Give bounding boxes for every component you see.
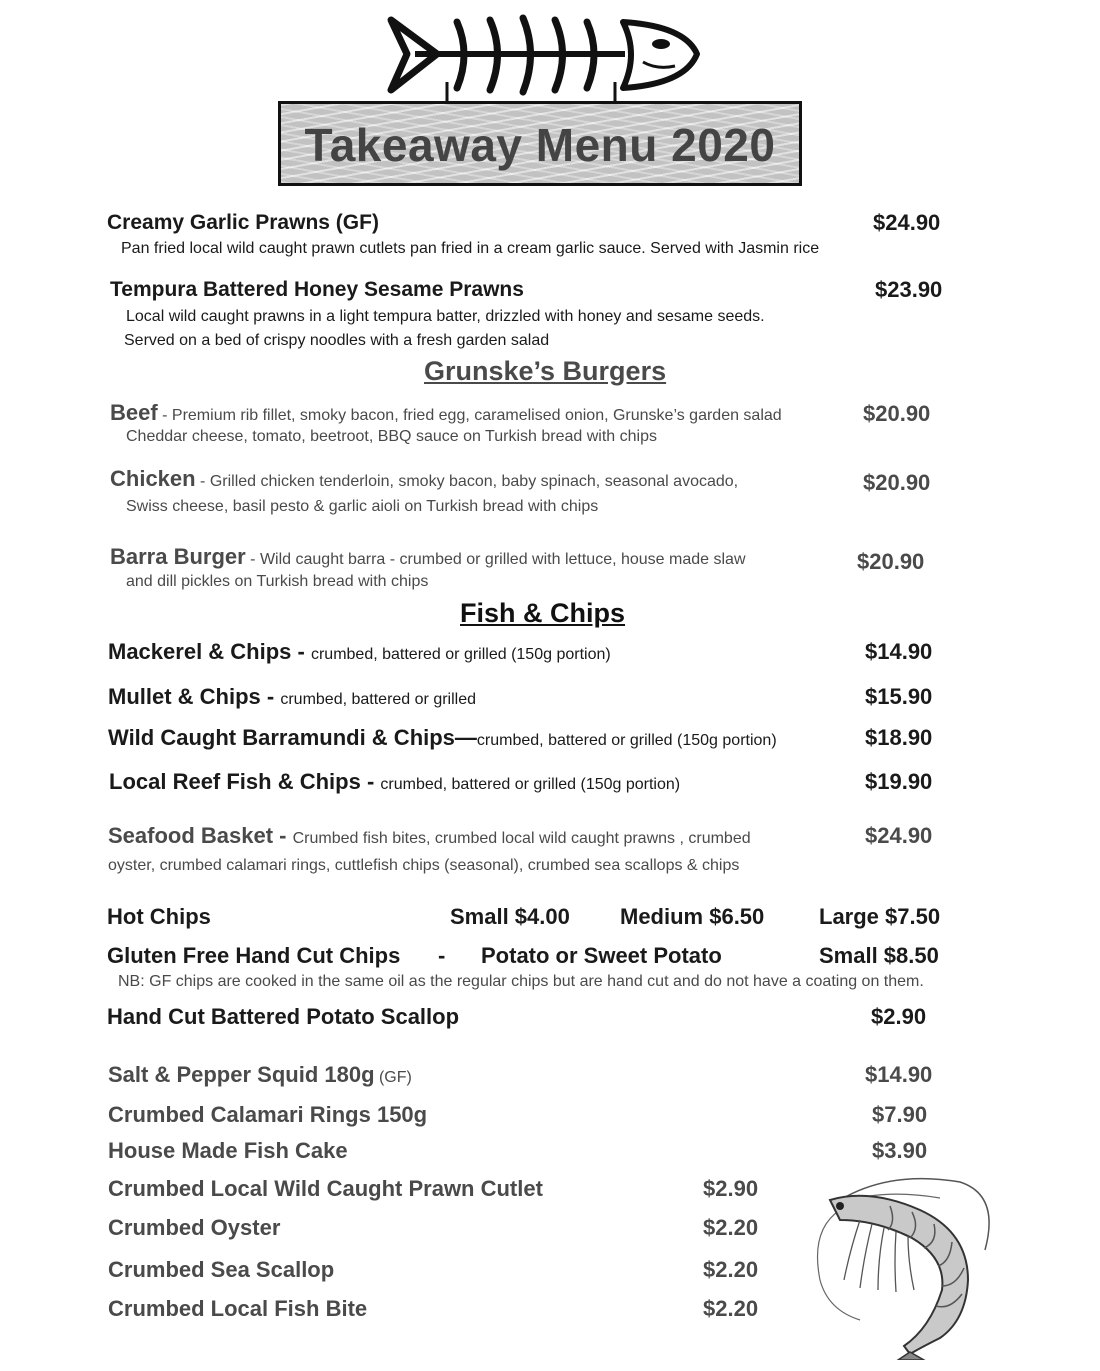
menu-item-price: $20.90 — [863, 401, 931, 426]
menu-item-description: crumbed, battered or grilled — [280, 691, 476, 708]
menu-item-description: crumbed, battered or grilled (150g portion) — [476, 732, 777, 749]
menu-item-seafood-basket — [108, 823, 751, 849]
prawn-icon — [800, 1170, 1000, 1360]
menu-item-name: Mackerel & Chips — [108, 639, 292, 664]
title-banner — [278, 101, 802, 186]
menu-item-fish — [108, 725, 777, 751]
menu-item-fish — [109, 769, 680, 795]
menu-item-name: Creamy Garlic Prawns (GF) — [107, 211, 379, 234]
menu-item-description: Served on a bed of crispy noodles with a fresh garden salad — [124, 332, 550, 349]
menu-item-description: Grilled chicken tenderloin, smoky bacon, baby spinach, seasonal avocado, — [209, 473, 739, 490]
menu-item-price: $23.90 — [875, 277, 943, 302]
menu-item-price: $3.90 — [872, 1138, 928, 1163]
menu-item-burger — [110, 544, 746, 570]
menu-item-name: Hand Cut Battered Potato Scallop — [107, 1004, 460, 1029]
separator: - — [273, 823, 293, 848]
menu-item-name: Barra Burger — [110, 544, 246, 569]
separator: — — [454, 725, 477, 750]
menu-item-description: Crumbed fish bites, crumbed local wild caught prawns , crumbed — [292, 830, 751, 847]
menu-item-name: Wild Caught Barramundi & Chips — [108, 725, 455, 750]
menu-item-price: $2.90 — [871, 1004, 927, 1029]
menu-item-price: $20.90 — [863, 470, 931, 495]
menu-item-description: Pan fried local wild caught prawn cutlets pan fried in a cream garlic sauce. Served with Jasmin rice — [121, 240, 820, 257]
separator: - — [360, 769, 381, 794]
menu-item-description: Premium rib fillet, smoky bacon, fried egg, caramelised onion, Grunske’s garden salad — [171, 407, 782, 424]
separator: - — [195, 473, 210, 490]
menu-item-price: $19.90 — [865, 769, 933, 794]
menu-item-burger — [110, 466, 738, 492]
menu-item-price: $2.20 — [703, 1215, 759, 1240]
menu-item-name: Mullet & Chips — [108, 684, 261, 709]
page-title: Takeaway Menu 2020 — [304, 119, 776, 171]
menu-item-description: Local wild caught prawns in a light tempura batter, drizzled with honey and sesame seeds. — [126, 308, 765, 325]
menu-item-fish — [108, 684, 476, 710]
menu-item-price: $24.90 — [873, 210, 941, 235]
menu-item-name: Local Reef Fish & Chips — [109, 769, 361, 794]
menu-item-name: Gluten Free Hand Cut Chips — [107, 943, 401, 968]
separator: - — [245, 551, 260, 568]
menu-item-extra — [108, 1062, 412, 1088]
menu-item-price: $15.90 — [865, 684, 933, 709]
menu-item-name: Crumbed Calamari Rings 150g — [108, 1102, 428, 1127]
price-small: Small $8.50 — [819, 943, 939, 968]
menu-item-name: Hot Chips — [107, 904, 211, 929]
menu-item-fish — [108, 639, 611, 665]
price-medium: Medium $6.50 — [620, 904, 765, 929]
menu-item-name: Crumbed Local Wild Caught Prawn Cutlet — [108, 1176, 543, 1201]
menu-item-suffix: (GF) — [374, 1069, 412, 1086]
menu-item-name: Crumbed Oyster — [108, 1215, 281, 1240]
separator: - — [260, 684, 281, 709]
note-text: NB: GF chips are cooked in the same oil as the regular chips but are hand cut and do not have a coating on them. — [118, 973, 924, 990]
menu-item-price: $24.90 — [865, 823, 933, 848]
menu-item-price: $2.20 — [703, 1296, 759, 1321]
menu-item-price: $14.90 — [865, 1062, 933, 1087]
menu-item-name: Crumbed Sea Scallop — [108, 1257, 335, 1282]
fish-skeleton-icon — [385, 12, 705, 102]
menu-item-description: Wild caught barra - crumbed or grilled with lettuce, house made slaw — [259, 551, 746, 568]
menu-item-name: Seafood Basket — [108, 823, 274, 848]
section-heading-burgers: Grunske’s Burgers — [424, 356, 667, 386]
separator: - — [157, 407, 172, 424]
menu-item-name: House Made Fish Cake — [108, 1138, 348, 1163]
price-large: Large $7.50 — [819, 904, 941, 929]
menu-item-name: Beef — [110, 400, 158, 425]
menu-item-type: Potato or Sweet Potato — [481, 943, 722, 968]
menu-item-price: $2.20 — [703, 1257, 759, 1282]
menu-item-name: Salt & Pepper Squid 180g — [108, 1062, 375, 1087]
menu-item-description: Swiss cheese, basil pesto & garlic aioli on Turkish bread with chips — [126, 498, 599, 515]
price-small: Small $4.00 — [450, 904, 570, 929]
menu-item-price: $7.90 — [872, 1102, 928, 1127]
menu-item-burger — [110, 400, 782, 426]
menu-item-description: and dill pickles on Turkish bread with chips — [126, 573, 429, 590]
menu-item-description: crumbed, battered or grilled (150g portion) — [380, 776, 681, 793]
separator: - — [438, 943, 446, 968]
menu-item-price: $18.90 — [865, 725, 933, 750]
menu-item-name: Crumbed Local Fish Bite — [108, 1296, 368, 1321]
menu-item-price: $2.90 — [703, 1176, 759, 1201]
menu-item-description: oyster, crumbed calamari rings, cuttlefish chips (seasonal), crumbed sea scallops & chips — [108, 857, 740, 874]
menu-item-price: $20.90 — [857, 549, 925, 574]
menu-item-price: $14.90 — [865, 639, 933, 664]
menu-item-description: crumbed, battered or grilled (150g portion) — [310, 646, 611, 663]
section-heading-fish-chips: Fish & Chips — [460, 598, 626, 628]
separator: - — [291, 639, 311, 664]
menu-item-name: Tempura Battered Honey Sesame Prawns — [110, 278, 524, 301]
menu-item-description: Cheddar cheese, tomato, beetroot, BBQ sauce on Turkish bread with chips — [126, 428, 657, 445]
menu-item-name: Chicken — [110, 466, 196, 491]
